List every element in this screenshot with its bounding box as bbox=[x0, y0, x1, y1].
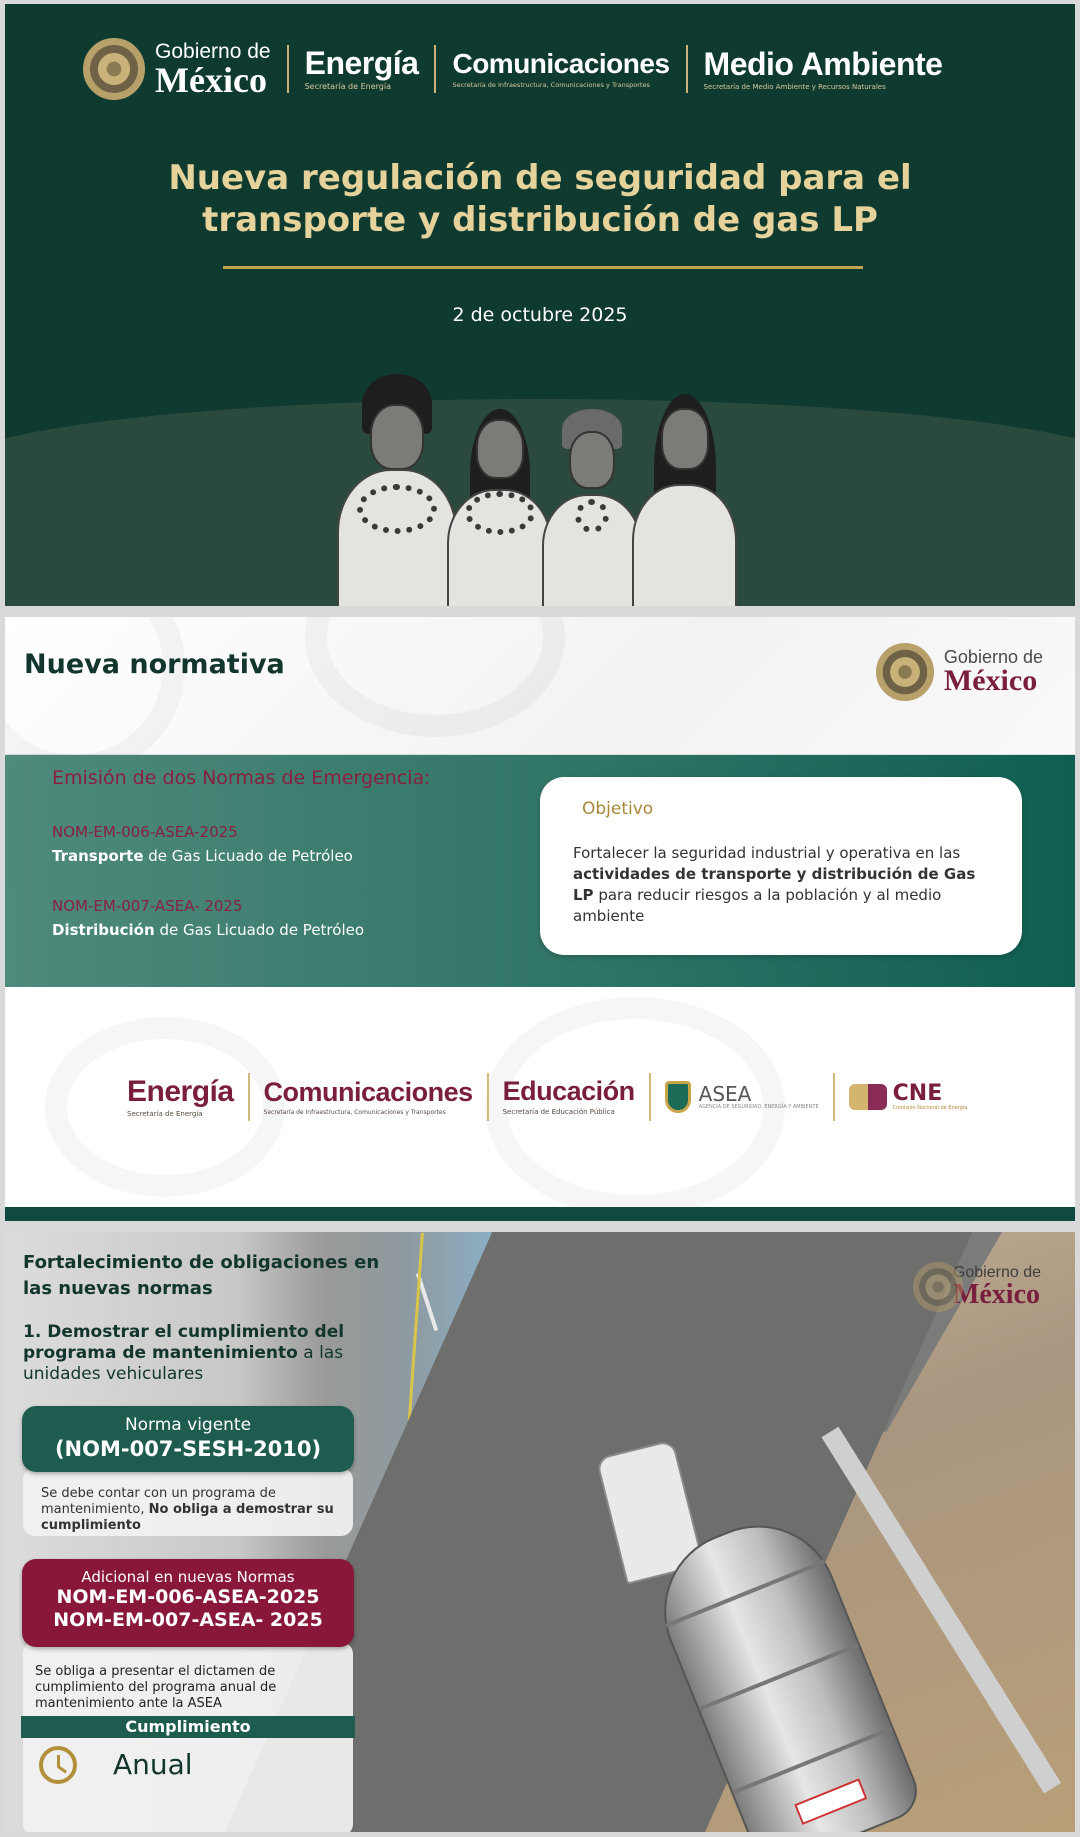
logo-energia: Energía Secretaría de Energía bbox=[304, 45, 419, 91]
slide3-title: Fortalecimiento de obligaciones en las nuevas normas bbox=[23, 1252, 380, 1299]
normas-band bbox=[5, 755, 1075, 987]
clock-icon bbox=[39, 1746, 77, 1784]
objetivo-label: Objetivo bbox=[582, 799, 654, 819]
nuevas-normas-pill: Adicional en nuevas Normas NOM-EM-006-ASEA-2025 NOM-EM-007-ASEA- 2025 bbox=[22, 1559, 354, 1647]
logo-educacion: Educación Secretaría de Educación Pública bbox=[502, 1076, 635, 1116]
figure-woman-1 bbox=[337, 374, 457, 606]
frecuencia-value: Anual bbox=[113, 1748, 193, 1781]
cumplimiento-bar: Cumplimiento bbox=[21, 1716, 355, 1738]
nuevas-normas-card bbox=[23, 1642, 353, 1832]
norm-description: Distribución de Gas Licuado de Petróleo bbox=[52, 921, 365, 939]
figure-woman-4 bbox=[632, 394, 737, 606]
norma-vigente-pill: Norma vigente (NOM-007-SESH-2010) bbox=[22, 1406, 354, 1472]
title-underline bbox=[223, 266, 863, 269]
objetivo-text: Fortalecer la seguridad industrial y operativa en las actividades de transporte y distribución de Gas LP para reducir riesgos a la población y al medio ambiente bbox=[573, 844, 976, 925]
logo-separator bbox=[287, 45, 289, 93]
logo-comunicaciones: Comunicaciones Secretaría de Infraestructura, Comunicaciones y Transportes bbox=[452, 47, 670, 89]
slide-nueva-normativa bbox=[5, 617, 1075, 1221]
norm-code: NOM-EM-007-ASEA- 2025 bbox=[52, 897, 243, 915]
logo-separator bbox=[434, 45, 436, 93]
gobierno-logo: Gobierno de México bbox=[876, 643, 1043, 701]
norm-code: NOM-EM-006-ASEA-2025 bbox=[52, 823, 238, 841]
logo-cne: CNE Comisión Nacional de Energía bbox=[849, 1083, 968, 1111]
mexico-seal-icon bbox=[876, 643, 934, 701]
emision-heading: Emisión de dos Normas de Emergencia: bbox=[52, 767, 431, 789]
mexico-seal-icon bbox=[913, 1262, 963, 1312]
logo-asea: ASEA AGENCIA DE SEGURIDAD, ENERGÍA Y AMBIENTE bbox=[665, 1081, 819, 1113]
logo-medio-ambiente: Medio Ambiente Secretaría de Medio Ambiente y Recursos Naturales bbox=[703, 45, 943, 91]
mexico-seal-icon bbox=[83, 38, 145, 100]
hazard-label-icon bbox=[794, 1778, 867, 1825]
objetivo-card bbox=[540, 777, 1022, 955]
slide-cover bbox=[5, 4, 1075, 606]
asea-shield-icon bbox=[665, 1081, 691, 1113]
logo-comunicaciones: Comunicaciones Secretaría de Infraestructura, Comunicaciones y Transportes bbox=[263, 1076, 473, 1116]
slide3-subtitle: 1. Demostrar el cumplimiento del programa de mantenimiento a las unidades vehiculares bbox=[23, 1322, 345, 1384]
slide-obligaciones bbox=[5, 1232, 1075, 1832]
logo-energia: Energía Secretaría de Energía bbox=[127, 1074, 234, 1118]
norma-vigente-text: Se debe contar con un programa de mantenimiento, No obliga a demostrar su cumplimiento bbox=[41, 1486, 334, 1533]
header-logos bbox=[83, 34, 997, 104]
institution-logos bbox=[127, 1067, 967, 1127]
norm-description: Transporte de Gas Licuado de Petróleo bbox=[52, 847, 353, 865]
logo-separator bbox=[686, 45, 688, 93]
gobierno-logo: Gobierno de México bbox=[913, 1262, 1041, 1312]
indigenous-women-illustration bbox=[337, 369, 747, 606]
cover-title: Nueva regulación de seguridad para el transporte y distribución de gas LP bbox=[168, 158, 912, 240]
slide2-header bbox=[5, 617, 1075, 755]
cne-mark-icon bbox=[849, 1084, 887, 1110]
nuevas-normas-text: Se obliga a presentar el dictamen de cumplimiento del programa anual de mantenimiento ante la ASEA bbox=[35, 1664, 277, 1711]
tanker-truck-photo bbox=[520, 1232, 1075, 1832]
figure-woman-2 bbox=[447, 409, 552, 606]
slide2-footer-bar bbox=[5, 1207, 1075, 1221]
slide2-title: Nueva normativa bbox=[24, 649, 285, 680]
figure-woman-3 bbox=[542, 409, 642, 606]
norma-vigente-card bbox=[23, 1468, 353, 1536]
cover-date: 2 de octubre 2025 bbox=[452, 304, 628, 326]
gobierno-logo: Gobierno de México bbox=[155, 39, 271, 100]
